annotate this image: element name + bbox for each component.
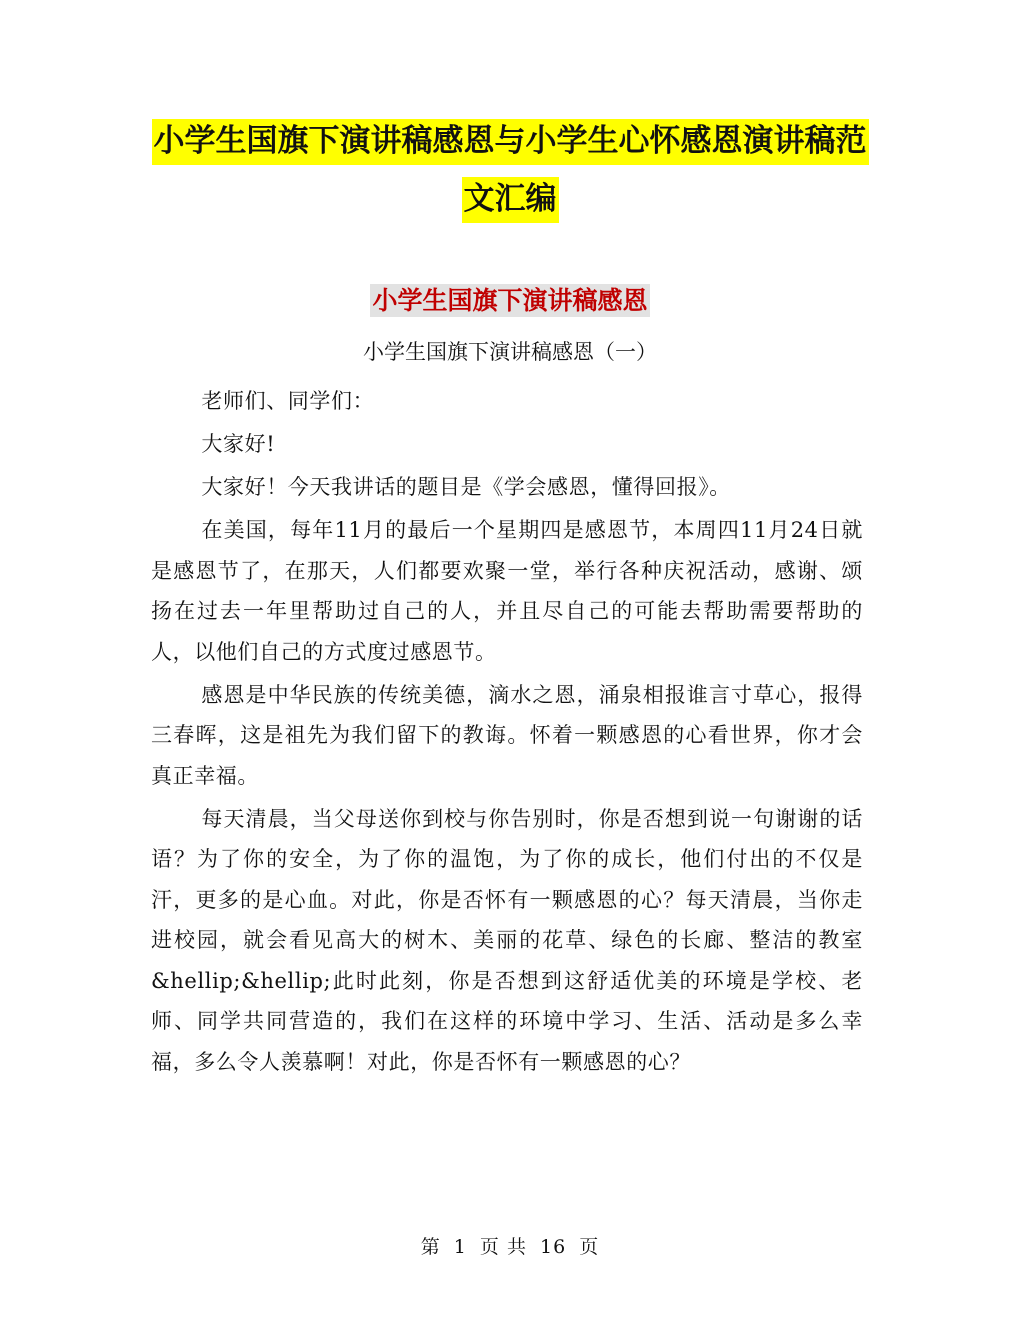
paragraph-topic: 大家好！今天我讲话的题目是《学会感恩，懂得回报》。 xyxy=(201,475,731,499)
paragraph-salutation: 老师们、同学们： xyxy=(201,389,375,413)
section-heading xyxy=(150,283,870,319)
footer-middle: 页 共 xyxy=(479,1236,527,1258)
section-heading-text: 小学生国旗下演讲稿感恩 xyxy=(372,286,648,315)
footer-prefix: 第 xyxy=(420,1236,441,1258)
document-title xyxy=(150,112,870,228)
title-line-1: 小学生国旗下演讲稿感恩与小学生心怀感恩演讲稿范 xyxy=(152,119,869,165)
paragraph-tradition: 感恩是中华民族的传统美德，滴水之恩，涌泉相报谁言寸草心，报得三春晖，这是祖先为我们留下的教诲。怀着一颗感恩的心看世界，你才会真正幸福。 xyxy=(151,682,863,788)
paragraph-morning: 每天清晨，当父母送你到校与你告别时，你是否想到说一句谢谢的话语？为了你的安全，为了你的温饱，为了你的成长，他们付出的不仅是汗，更多的是心血。对此，你是否怀有一颗感恩的心？每天清晨，当你走进校园，就会看见高大的树木、美丽的花草、绿色的长廊、整洁的教室&hellip;&hellip;此时此刻，你是否想到这舒适优美的环境是学校、老师、同学共同营造的，我们在这样的环境中学习、生活、活动是多么幸福，多么令人羡慕啊！对此，你是否怀有一颗感恩的心？ xyxy=(151,806,863,1074)
page-footer xyxy=(0,1233,1020,1261)
footer-suffix: 页 xyxy=(579,1236,600,1258)
paragraph-greeting: 大家好! xyxy=(201,432,276,456)
paragraph-thanksgiving: 在美国，每年11月的最后一个星期四是感恩节，本周四11月24日就是感恩节了，在那天，人们都要欢聚一堂，举行各种庆祝活动，感谢、颂扬在过去一年里帮助过自己的人，并且尽自己的可能去帮助需要帮助的人，以他们自己的方式度过感恩节。 xyxy=(151,518,863,664)
body-text xyxy=(151,381,863,1085)
footer-page-number: 1 xyxy=(453,1236,467,1258)
sub-heading: 小学生国旗下演讲稿感恩（一） xyxy=(363,340,657,364)
footer-total-pages: 16 xyxy=(540,1236,567,1258)
title-line-2: 文汇编 xyxy=(462,177,559,223)
